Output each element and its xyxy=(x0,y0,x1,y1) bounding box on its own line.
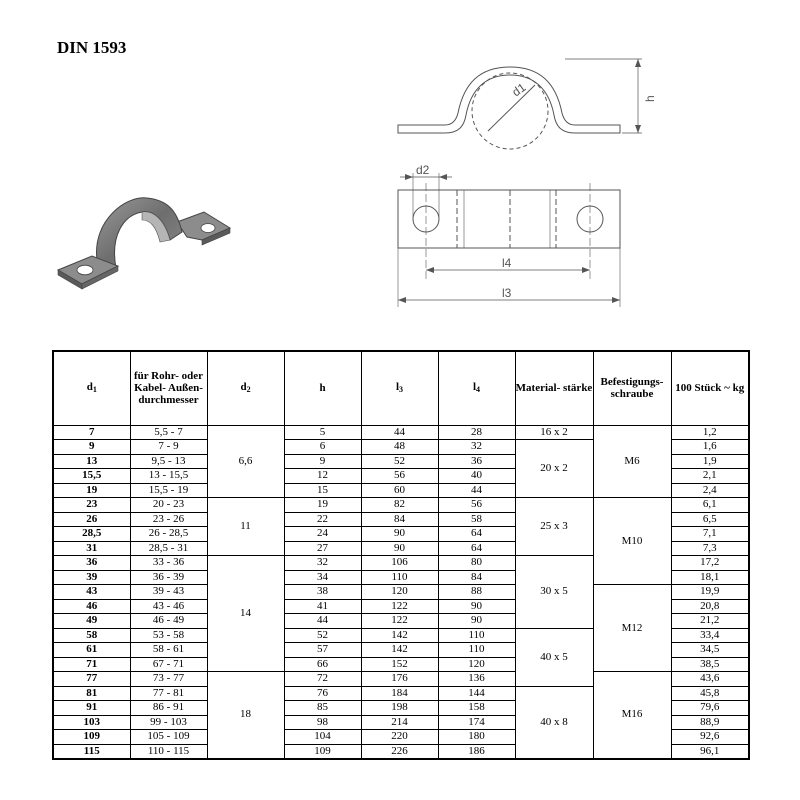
cell-diameter-range: 53 - 58 xyxy=(130,628,207,643)
header-outer-diameter: für Rohr- oder Kabel- Außen- durchmesser xyxy=(130,351,207,425)
cell-h: 85 xyxy=(284,701,361,716)
table-header-row xyxy=(53,351,749,425)
top-view-outline xyxy=(398,190,620,248)
cell-material-thickness: 40 x 5 xyxy=(515,628,593,686)
dimension-table xyxy=(52,350,750,760)
cell-l4: 110 xyxy=(438,628,515,643)
cell-l4: 58 xyxy=(438,512,515,527)
cell-h: 44 xyxy=(284,614,361,629)
cell-l3: 184 xyxy=(361,686,438,701)
cell-l3: 176 xyxy=(361,672,438,687)
cell-diameter-range: 5,5 - 7 xyxy=(130,425,207,440)
cell-weight: 79,6 xyxy=(671,701,749,716)
cell-diameter-range: 110 - 115 xyxy=(130,744,207,759)
cell-d1: 49 xyxy=(53,614,130,629)
cell-l4: 88 xyxy=(438,585,515,600)
cell-d1: 39 xyxy=(53,570,130,585)
cell-weight: 1,9 xyxy=(671,454,749,469)
cell-l3: 106 xyxy=(361,556,438,571)
cell-diameter-range: 23 - 26 xyxy=(130,512,207,527)
cell-l3: 60 xyxy=(361,483,438,498)
cell-weight: 1,2 xyxy=(671,425,749,440)
cell-material-thickness: 20 x 2 xyxy=(515,440,593,498)
cell-weight: 1,6 xyxy=(671,440,749,455)
cell-diameter-range: 20 - 23 xyxy=(130,498,207,513)
cell-d1: 26 xyxy=(53,512,130,527)
label-d2: d2 xyxy=(416,163,430,177)
front-view-profile xyxy=(398,67,620,133)
cell-l3: 122 xyxy=(361,599,438,614)
cell-h: 32 xyxy=(284,556,361,571)
cell-l4: 180 xyxy=(438,730,515,745)
cell-h: 24 xyxy=(284,527,361,542)
cell-l3: 142 xyxy=(361,628,438,643)
cell-d1: 23 xyxy=(53,498,130,513)
cell-h: 76 xyxy=(284,686,361,701)
cell-l4: 36 xyxy=(438,454,515,469)
cell-weight: 6,5 xyxy=(671,512,749,527)
cell-d1: 13 xyxy=(53,454,130,469)
cell-weight: 19,9 xyxy=(671,585,749,600)
cell-diameter-range: 7 - 9 xyxy=(130,440,207,455)
cell-d1: 71 xyxy=(53,657,130,672)
header-d1: $d_1$ xyxy=(53,351,130,425)
cell-h: 52 xyxy=(284,628,361,643)
cell-l4: 64 xyxy=(438,527,515,542)
cell-h: 98 xyxy=(284,715,361,730)
cell-d1: 43 xyxy=(53,585,130,600)
cell-d1: 115 xyxy=(53,744,130,759)
table-row xyxy=(53,585,749,600)
cell-d1: 31 xyxy=(53,541,130,556)
cell-diameter-range: 43 - 46 xyxy=(130,599,207,614)
cell-h: 66 xyxy=(284,657,361,672)
cell-h: 34 xyxy=(284,570,361,585)
cell-h: 6 xyxy=(284,440,361,455)
cell-d1: 81 xyxy=(53,686,130,701)
header-l3: $l_3$ xyxy=(361,351,438,425)
cell-diameter-range: 33 - 36 xyxy=(130,556,207,571)
table-row xyxy=(53,498,749,513)
cell-d1: 9 xyxy=(53,440,130,455)
cell-h: 27 xyxy=(284,541,361,556)
cell-d1: 77 xyxy=(53,672,130,687)
cell-d1: 58 xyxy=(53,628,130,643)
cell-d2: 6,6 xyxy=(207,425,284,498)
header-fastening-screw: Befestigungs- schraube xyxy=(593,351,671,425)
cell-diameter-range: 46 - 49 xyxy=(130,614,207,629)
cell-l4: 44 xyxy=(438,483,515,498)
cell-l3: 220 xyxy=(361,730,438,745)
label-d1: d1 xyxy=(509,80,529,100)
cell-h: 72 xyxy=(284,672,361,687)
cell-l4: 80 xyxy=(438,556,515,571)
cell-d2: 11 xyxy=(207,498,284,556)
cell-material-thickness: 16 x 2 xyxy=(515,425,593,440)
cell-weight: 34,5 xyxy=(671,643,749,658)
cell-l4: 90 xyxy=(438,614,515,629)
cell-weight: 2,4 xyxy=(671,483,749,498)
cell-weight: 7,3 xyxy=(671,541,749,556)
cell-d1: 28,5 xyxy=(53,527,130,542)
cell-l3: 56 xyxy=(361,469,438,484)
technical-drawing xyxy=(390,45,670,310)
cell-diameter-range: 36 - 39 xyxy=(130,570,207,585)
cell-weight: 88,9 xyxy=(671,715,749,730)
cell-d1: 46 xyxy=(53,599,130,614)
cell-h: 19 xyxy=(284,498,361,513)
cell-weight: 20,8 xyxy=(671,599,749,614)
cell-l4: 64 xyxy=(438,541,515,556)
cell-weight: 21,2 xyxy=(671,614,749,629)
table-row xyxy=(53,425,749,440)
cell-diameter-range: 105 - 109 xyxy=(130,730,207,745)
cell-diameter-range: 67 - 71 xyxy=(130,657,207,672)
cell-h: 38 xyxy=(284,585,361,600)
cell-h: 104 xyxy=(284,730,361,745)
cell-d1: 15,5 xyxy=(53,469,130,484)
cell-l4: 144 xyxy=(438,686,515,701)
cell-l4: 110 xyxy=(438,643,515,658)
cell-weight: 92,6 xyxy=(671,730,749,745)
cell-l4: 174 xyxy=(438,715,515,730)
cell-diameter-range: 86 - 91 xyxy=(130,701,207,716)
header-h: h xyxy=(284,351,361,425)
header-d2: $d_2$ xyxy=(207,351,284,425)
cell-diameter-range: 13 - 15,5 xyxy=(130,469,207,484)
cell-diameter-range: 58 - 61 xyxy=(130,643,207,658)
cell-l3: 120 xyxy=(361,585,438,600)
cell-l3: 52 xyxy=(361,454,438,469)
cell-diameter-range: 99 - 103 xyxy=(130,715,207,730)
cell-l3: 142 xyxy=(361,643,438,658)
table-row xyxy=(53,672,749,687)
cell-l4: 56 xyxy=(438,498,515,513)
cell-d2: 18 xyxy=(207,672,284,759)
cell-l4: 136 xyxy=(438,672,515,687)
cell-weight: 17,2 xyxy=(671,556,749,571)
cell-l3: 198 xyxy=(361,701,438,716)
cell-h: 15 xyxy=(284,483,361,498)
cell-screw: M16 xyxy=(593,672,671,759)
cell-screw: M12 xyxy=(593,585,671,672)
cell-weight: 38,5 xyxy=(671,657,749,672)
cell-diameter-range: 26 - 28,5 xyxy=(130,527,207,542)
cell-diameter-range: 77 - 81 xyxy=(130,686,207,701)
cell-l4: 120 xyxy=(438,657,515,672)
cell-weight: 7,1 xyxy=(671,527,749,542)
header-weight: 100 Stück ~ kg xyxy=(671,351,749,425)
pipe-circle xyxy=(472,73,548,149)
cell-l3: 122 xyxy=(361,614,438,629)
cell-l4: 40 xyxy=(438,469,515,484)
cell-h: 5 xyxy=(284,425,361,440)
cell-l3: 152 xyxy=(361,657,438,672)
cell-d2: 14 xyxy=(207,556,284,672)
label-l4: l4 xyxy=(502,256,512,270)
pipe-clamp-3d-illustration xyxy=(52,190,237,300)
table-body xyxy=(53,425,749,759)
cell-d1: 61 xyxy=(53,643,130,658)
cell-l4: 32 xyxy=(438,440,515,455)
cell-d1: 36 xyxy=(53,556,130,571)
cell-d1: 19 xyxy=(53,483,130,498)
cell-l4: 84 xyxy=(438,570,515,585)
cell-material-thickness: 30 x 5 xyxy=(515,556,593,629)
cell-l3: 82 xyxy=(361,498,438,513)
cell-l3: 90 xyxy=(361,541,438,556)
cell-weight: 96,1 xyxy=(671,744,749,759)
cell-l4: 158 xyxy=(438,701,515,716)
cell-d1: 103 xyxy=(53,715,130,730)
cell-diameter-range: 39 - 43 xyxy=(130,585,207,600)
cell-h: 12 xyxy=(284,469,361,484)
cell-l4: 186 xyxy=(438,744,515,759)
cell-weight: 43,6 xyxy=(671,672,749,687)
cell-material-thickness: 40 x 8 xyxy=(515,686,593,759)
cell-h: 22 xyxy=(284,512,361,527)
cell-d1: 7 xyxy=(53,425,130,440)
label-h: h xyxy=(643,95,657,102)
cell-l4: 90 xyxy=(438,599,515,614)
cell-diameter-range: 15,5 - 19 xyxy=(130,483,207,498)
cell-l4: 28 xyxy=(438,425,515,440)
cell-d1: 109 xyxy=(53,730,130,745)
cell-l3: 214 xyxy=(361,715,438,730)
cell-weight: 2,1 xyxy=(671,469,749,484)
cell-screw: M10 xyxy=(593,498,671,585)
cell-screw: M6 xyxy=(593,425,671,498)
cell-weight: 33,4 xyxy=(671,628,749,643)
cell-weight: 45,8 xyxy=(671,686,749,701)
header-material-thickness: Material- stärke xyxy=(515,351,593,425)
cell-h: 41 xyxy=(284,599,361,614)
cell-l3: 226 xyxy=(361,744,438,759)
cell-weight: 18,1 xyxy=(671,570,749,585)
label-l3: l3 xyxy=(502,286,512,300)
cell-h: 9 xyxy=(284,454,361,469)
cell-h: 57 xyxy=(284,643,361,658)
cell-l3: 84 xyxy=(361,512,438,527)
cell-l3: 90 xyxy=(361,527,438,542)
cell-weight: 6,1 xyxy=(671,498,749,513)
cell-h: 109 xyxy=(284,744,361,759)
cell-material-thickness: 25 x 3 xyxy=(515,498,593,556)
cell-l3: 110 xyxy=(361,570,438,585)
cell-d1: 91 xyxy=(53,701,130,716)
cell-l3: 44 xyxy=(361,425,438,440)
cell-l3: 48 xyxy=(361,440,438,455)
header-l4: $l_4$ xyxy=(438,351,515,425)
cell-diameter-range: 9,5 - 13 xyxy=(130,454,207,469)
cell-diameter-range: 73 - 77 xyxy=(130,672,207,687)
page-title: DIN 1593 xyxy=(57,38,127,57)
cell-diameter-range: 28,5 - 31 xyxy=(130,541,207,556)
